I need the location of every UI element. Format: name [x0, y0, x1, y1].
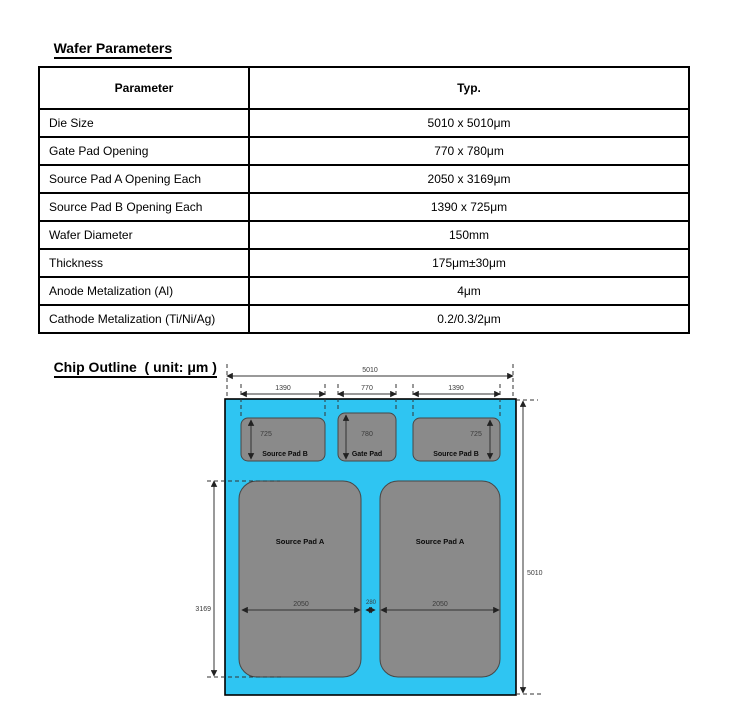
parameter-cell: Source Pad A Opening Each [39, 165, 249, 193]
source-pad-a-left-label: Source Pad A [275, 537, 325, 546]
table-row [39, 193, 689, 221]
value-cell: 2050 x 3169μm [249, 165, 689, 193]
parameter-cell: Die Size [39, 109, 249, 137]
gate-pad-width-label: 770 [361, 385, 373, 392]
source-pad-a-left [239, 481, 361, 677]
parameter-cell: Thickness [39, 249, 249, 277]
parameter-cell: Wafer Diameter [39, 221, 249, 249]
die-width-label: 5010 [362, 367, 378, 374]
parameter-cell: Cathode Metalization (Ti/Ni/Ag) [39, 305, 249, 333]
value-cell: 1390 x 725μm [249, 193, 689, 221]
gate-pad-height-label: 780 [361, 431, 373, 438]
value-cell: 770 x 780μm [249, 137, 689, 165]
table-row [39, 249, 689, 277]
table-row [39, 137, 689, 165]
table-row [39, 305, 689, 333]
parameter-cell: Source Pad B Opening Each [39, 193, 249, 221]
pad-b-right-width-label: 1390 [448, 385, 464, 392]
pad-b-right-height-label: 725 [470, 431, 482, 438]
source-pad-a-right [380, 481, 500, 677]
source-pad-b-left-label: Source Pad B [262, 451, 308, 458]
chip-outline-diagram [185, 360, 560, 710]
value-cell: 150mm [249, 221, 689, 249]
header-typ: Typ. [249, 67, 689, 109]
table-row [39, 277, 689, 305]
wafer-parameters-title: Wafer Parameters [38, 24, 172, 75]
wafer-parameters-table [38, 66, 690, 334]
pad-a-left-width-label: 2050 [293, 601, 309, 608]
value-cell: 4μm [249, 277, 689, 305]
source-pad-a-right-label: Source Pad A [415, 537, 465, 546]
table-row [39, 221, 689, 249]
table-row [39, 109, 689, 137]
table-row [39, 165, 689, 193]
gate-pad-label: Gate Pad [351, 451, 383, 458]
header-parameter: Parameter [39, 67, 249, 109]
source-pad-b-right-label: Source Pad B [433, 451, 479, 458]
pad-a-right-width-label: 2050 [432, 601, 448, 608]
chip-outline-title: Chip Outline ( unit: μm ) [38, 343, 217, 394]
pad-b-left-width-label: 1390 [275, 385, 291, 392]
die-height-label: 5010 [527, 570, 543, 577]
parameter-cell: Gate Pad Opening [39, 137, 249, 165]
table-header-row [39, 67, 689, 109]
parameter-cell: Anode Metalization (Al) [39, 277, 249, 305]
pad-a-height-label: 3169 [195, 606, 211, 613]
value-cell: 5010 x 5010μm [249, 109, 689, 137]
pad-b-left-height-label: 725 [260, 431, 272, 438]
value-cell: 0.2/0.3/2μm [249, 305, 689, 333]
value-cell: 175μm±30μm [249, 249, 689, 277]
pad-gap-width-label: 280 [365, 600, 377, 606]
